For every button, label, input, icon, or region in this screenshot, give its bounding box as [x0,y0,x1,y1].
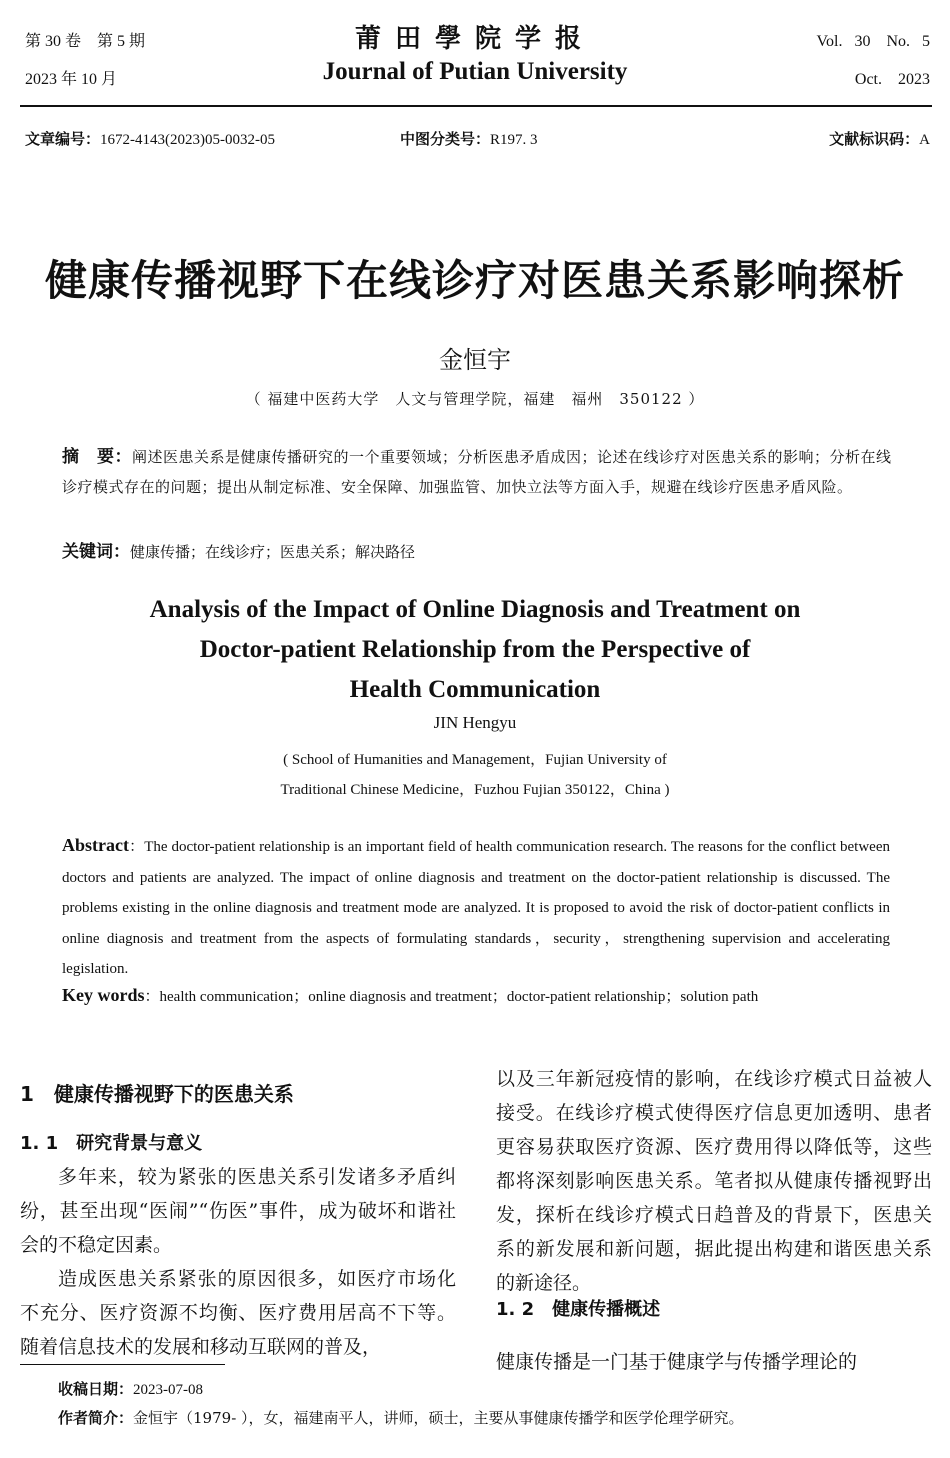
author-name-cn: 金恒宇 [439,346,511,374]
article-number-value: 1672-4143(2023)05-0032-05 [100,132,275,148]
date-cn: 2023 年 10 月 [25,71,118,88]
abstract-en-sep: ： [128,839,145,855]
clc-label: 中图分类号： [400,130,491,148]
body-paragraph-1: 多年来，较为紧张的医患关系引发诸多矛盾纠纷，甚至出现“医闹”“伤医”事件，成为破坏和谐社会的不稳定因素。 [20,1166,456,1256]
received-date [58,1378,203,1399]
paper-title-en [0,590,950,710]
footnote-rule [20,1364,225,1365]
abstract-cn-text: 阐述医患关系是健康传播研究的一个重要领域；分析医患矛盾成因；论述在线诊疗对医患关系的影响；分析在线诊疗模式存在的问题；提出从制定标准、安全保障、加强监管、加快立法等方面入手，规避在线诊疗医患矛盾风险。 [62,448,892,496]
keywords-cn-label: 关键词： [62,542,130,562]
author-name-en: JIN Hengyu [433,713,517,732]
header-rule [20,105,932,107]
journal-title-cn: 莆田學院学报 [354,24,595,54]
received-date-label: 收稿日期： [58,1380,134,1398]
affiliation-en [0,745,950,805]
clc-number [400,128,538,149]
keywords-cn-text: 健康传播；在线诊疗；医患关系；解决路径 [130,543,416,561]
left-column-text [20,1160,456,1364]
abstract-en-text: The doctor-patient relationship is an important field of health communication research. The reasons for the conflict between doctors and patients are analyzed. The impact of online diagnosis and treatment on the doctor-patient relationship is discussed. The problems existing in the online diagnosis and treatment mode are analyzed. It is proposed to avoid the risk of doctor-patient conflicts in online diagnosis and treatment from the aspects of formulating standards，security，strengthening supervision and accelerating legislation. [62,839,890,977]
keywords-en-label: Key words [62,985,145,1005]
paper-title-en-line2: Doctor-patient Relationship from the Perspective of [199,636,751,663]
author-bio-text: 金恒宇（1979- ），女，福建南平人，讲师，硕士，主要从事健康传播学和医学伦理学研究。 [133,1409,744,1427]
article-number-label: 文章编号： [25,130,101,148]
article-number [25,128,275,149]
document-code-label: 文献标识码： [829,130,920,148]
abstract-en-label: Abstract [62,835,129,855]
document-code-value: A [919,132,930,148]
affiliation-en-line2: Traditional Chinese Medicine，Fuzhou Fujian 350122，China ) [280,782,670,798]
author-bio [58,1407,744,1428]
paper-title-en-line3: Health Communication [349,676,601,703]
affiliation-en-line1: ( School of Humanities and Management，Fujian University of [283,752,667,768]
paper-title-cn: 健康传播视野下在线诊疗对医患关系影响探析 [44,256,905,305]
section-1-1-heading: 1. 1 研究背景与意义 [20,1133,203,1154]
section-1-2-heading: 1. 2 健康传播概述 [496,1299,661,1320]
volume-issue-cn: 第 30 卷 第 5 期 [25,33,146,50]
section-1-heading: 1 健康传播视野下的医患关系 [20,1082,294,1106]
document-code [829,128,930,149]
right-column-text-2 [496,1326,932,1398]
right-column-text [496,1062,932,1300]
body-paragraph-2: 造成医患关系紧张的原因很多，如医疗市场化不充分、医疗资源不均衡、医疗费用居高不下等。随着信息技术的发展和移动互联网的普及， [20,1268,456,1358]
author-bio-label: 作者简介： [58,1409,134,1427]
journal-title-en: Journal of Putian University [322,58,628,85]
clc-value: R197. 3 [490,132,538,148]
abstract-cn [62,442,892,502]
body-paragraph-2-continued: 以及三年新冠疫情的影响，在线诊疗模式日益被人接受。在线诊疗模式使得医疗信息更加透明、患者更容易获取医疗资源、医疗费用得以降低等，这些都将深刻影响医患关系。笔者拟从健康传播视野出发，探析在线诊疗模式日趋普及的背景下，医患关系的新发展和新问题，据此提出构建和谐医患关系的新途径。 [496,1068,932,1294]
body-paragraph-3: 健康传播是一门基于健康学与传播学理论的 [496,1351,858,1373]
volume-issue-en: Vol. 30 No. 5 [816,33,930,50]
keywords-en-sep: ： [144,989,160,1005]
keywords-en-text: health communication；online diagnosis and treatment；doctor-patient relationship；solution path [159,989,759,1005]
abstract-cn-label: 摘 要： [62,447,132,467]
abstract-en [62,830,890,985]
keywords-en [62,985,758,1006]
keywords-cn [62,537,415,562]
received-date-value: 2023-07-08 [133,1382,204,1398]
affiliation-cn: （ 福建中医药大学 人文与管理学院，福建 福州 350122 ） [245,390,705,408]
paper-title-en-line1: Analysis of the Impact of Online Diagnosis and Treatment on [149,596,801,623]
date-en: Oct. 2023 [854,71,930,88]
